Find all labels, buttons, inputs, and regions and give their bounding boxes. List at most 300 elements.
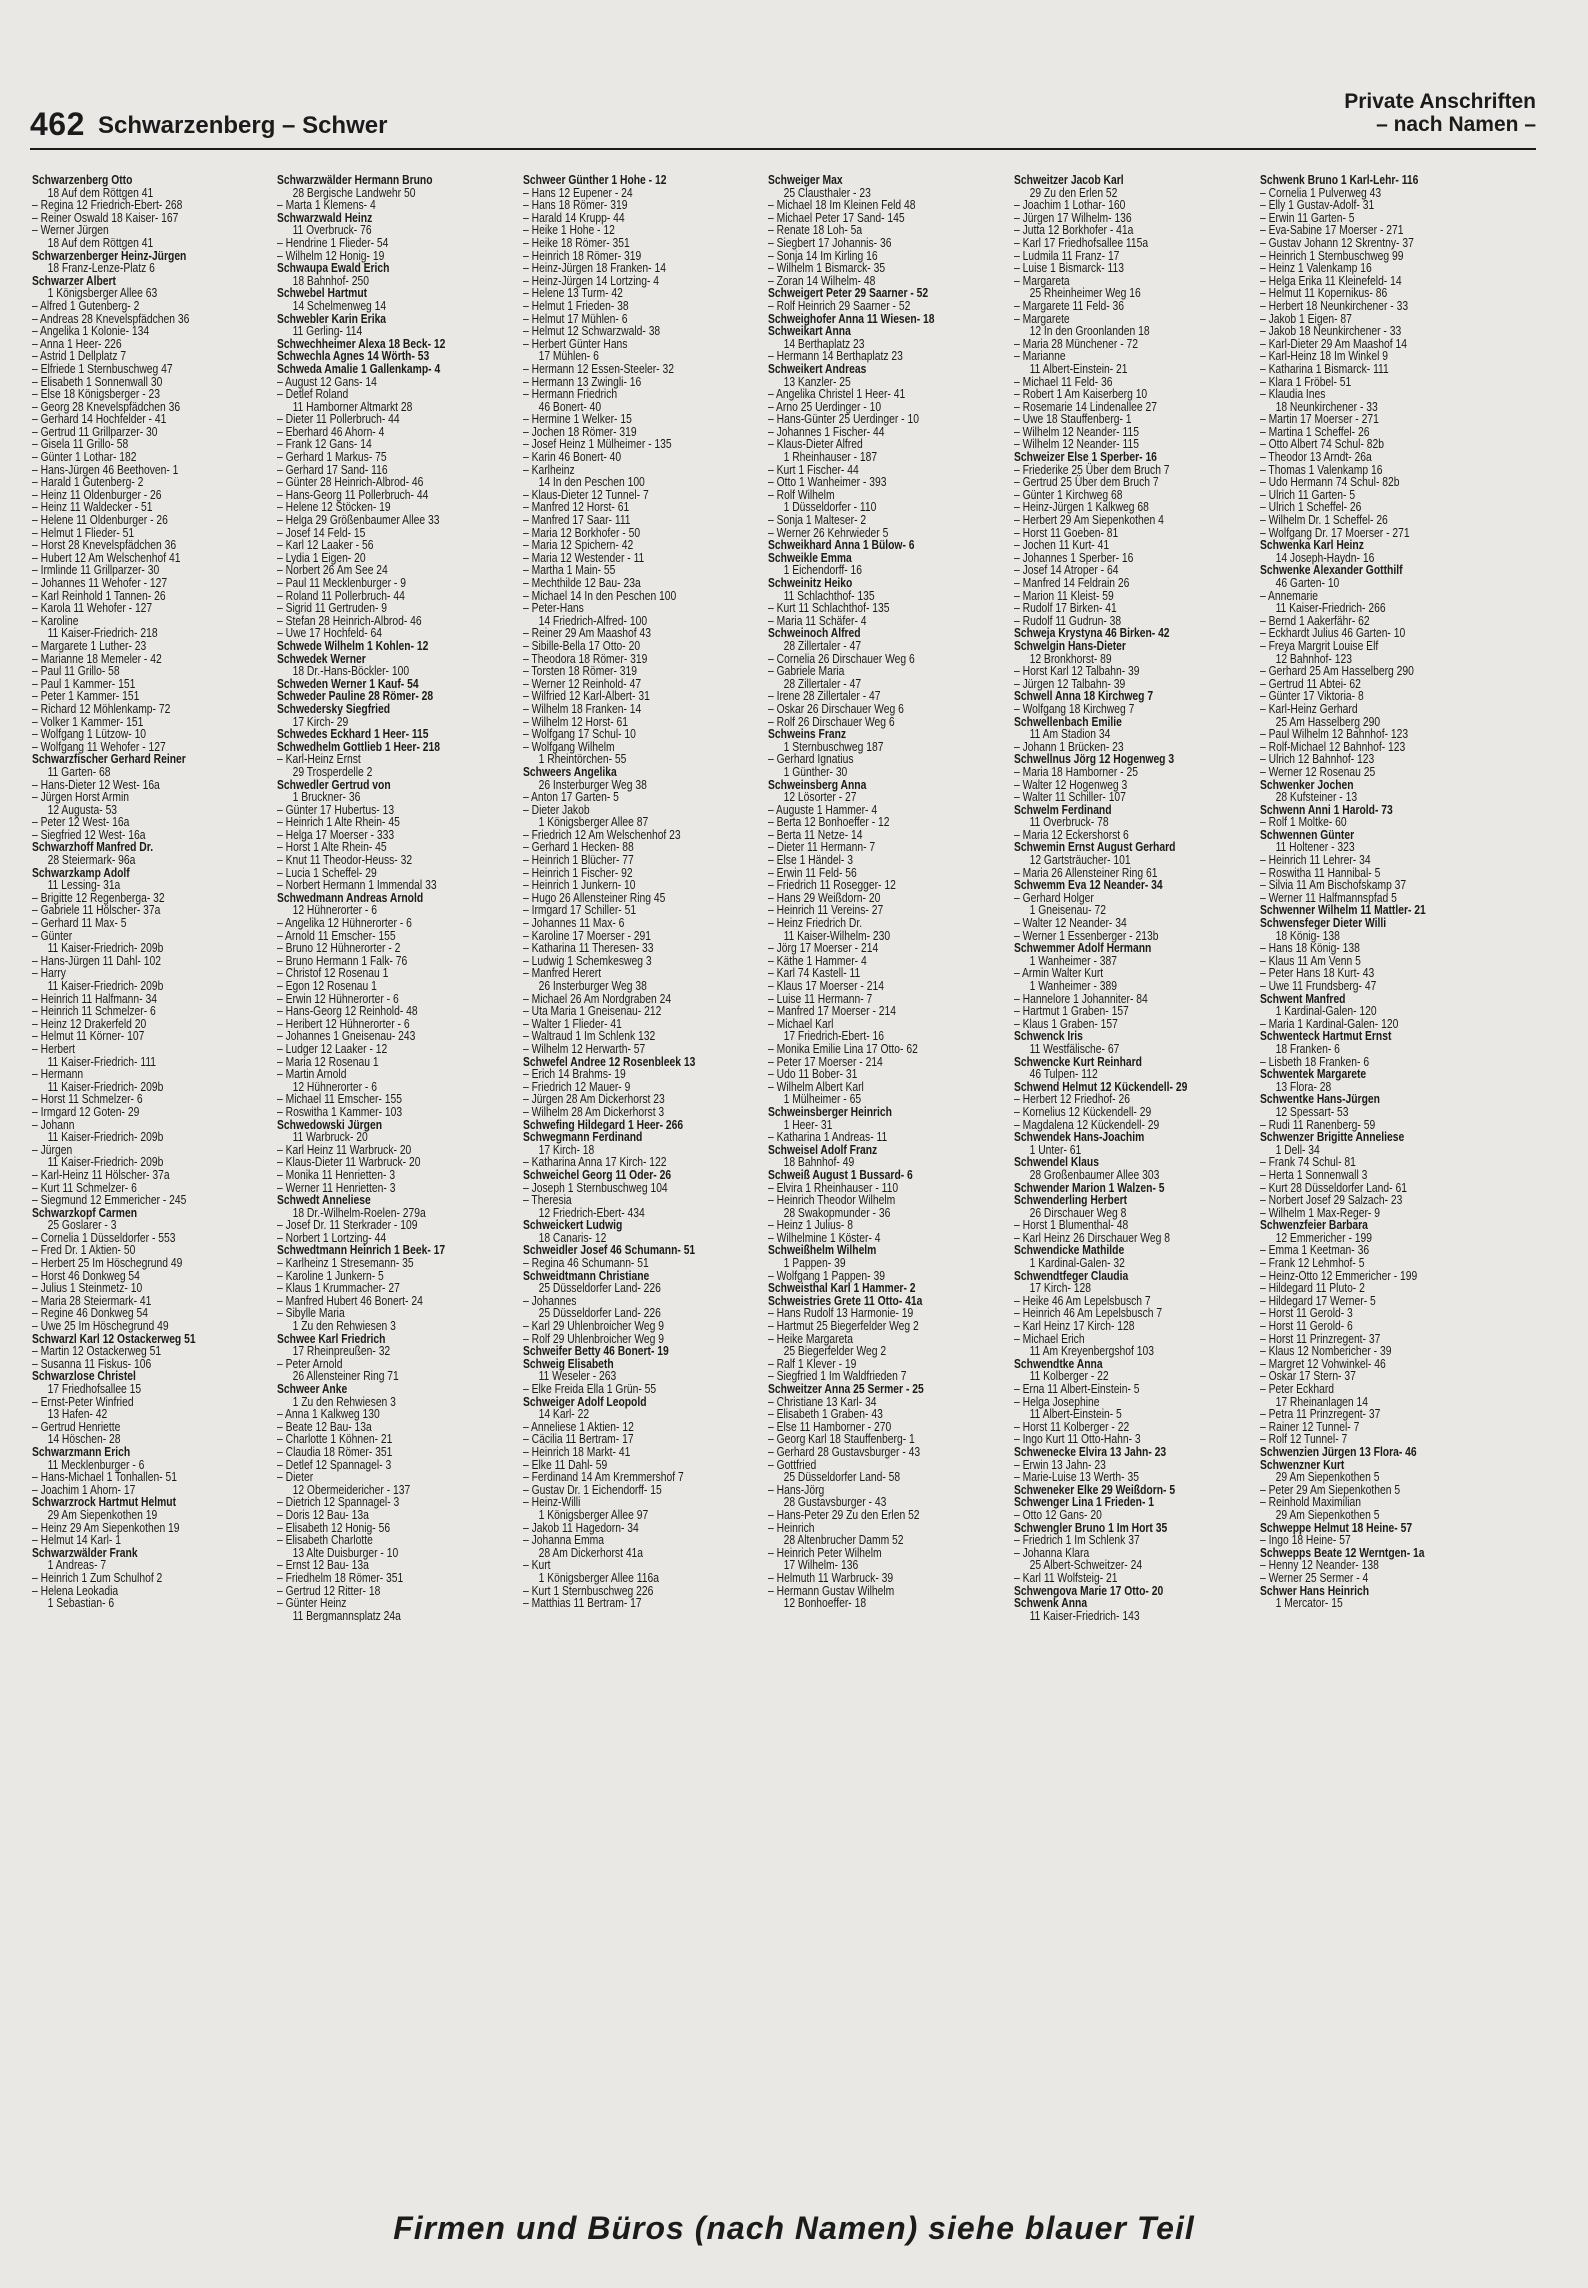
- directory-entry-line: – Hermann: [32, 1067, 84, 1082]
- directory-entry-line: – Wilhelm 1 Bismarck- 35: [768, 261, 886, 276]
- directory-entry-line: – Heike 1 Hohe - 12: [523, 223, 615, 238]
- directory-entry-line: – Brigitte 12 Regenberga- 32: [32, 890, 165, 905]
- directory-entry-line: – Doris 12 Bau- 13a: [277, 1507, 369, 1522]
- directory-entry-line: – Heinrich 1 Sternbuschweg 99: [1260, 248, 1404, 263]
- directory-entry-line: Schwelgin Hans-Dieter: [1014, 638, 1126, 653]
- directory-entry-line: 1 Königsberger Allee 97: [538, 1507, 649, 1522]
- directory-entry-line: – Gertrud Henriette: [32, 1419, 121, 1434]
- directory-entry-line: – Emma 1 Keetman- 36: [1260, 1243, 1370, 1258]
- directory-entry-line: – Knut 11 Theodor-Heuss- 32: [277, 853, 413, 868]
- directory-entry-line: – Katharina 11 Theresen- 33: [523, 941, 654, 956]
- directory-entry-line: Schweer Anke: [277, 1382, 348, 1396]
- directory-entry-line: – Anna 1 Heer- 226: [32, 336, 122, 351]
- directory-entry-line: – Rolf 26 Dirschauer Weg 6: [768, 714, 895, 729]
- directory-entry-line: – Maria 12 Rosenau 1: [277, 1054, 379, 1069]
- directory-entry-line: 28 Am Dickerhorst 41a: [538, 1545, 644, 1560]
- directory-entry-line: 12 Emmericher - 199: [1275, 1230, 1373, 1245]
- directory-entry-line: – Michael 18 Im Kleinen Feld 48: [768, 198, 916, 213]
- directory-entry-line: Schwelm Ferdinand: [1014, 802, 1112, 817]
- directory-entry-line: 11 Garten- 68: [47, 764, 111, 779]
- directory-entry-line: Schweikart Anna: [768, 324, 851, 339]
- directory-entry-line: – Friederike 25 Über dem Bruch 7: [1014, 462, 1170, 477]
- directory-entry-line: – Helmuth 11 Warbruck- 39: [768, 1570, 894, 1585]
- directory-entry-line: 11 Lessing- 31a: [47, 878, 121, 893]
- directory-entry-line: – Maria 18 Hamborner - 25: [1014, 764, 1138, 779]
- directory-entry-line: – Michael Peter 17 Sand- 145: [768, 210, 905, 225]
- directory-entry-line: 46 Tulpen- 112: [1029, 1067, 1098, 1082]
- directory-entry-line: – Dieter 11 Pollerbruch- 44: [277, 412, 400, 427]
- directory-entry-line: 18 Auf dem Röttgen 41: [47, 235, 154, 250]
- directory-entry-line: – Karl-Heinz Ernst: [277, 752, 361, 767]
- directory-entry-line: – Herbert 29 Am Siepenkothen 4: [1014, 513, 1164, 528]
- directory-entry-line: – Henny 12 Neander- 138: [1260, 1558, 1379, 1573]
- directory-entry-line: – Gabriele 11 Hölscher- 37a: [32, 903, 161, 918]
- directory-entry-line: – Peter Hans 18 Kurt- 43: [1260, 966, 1375, 981]
- directory-entry-line: 12 Augusta- 53: [47, 802, 118, 817]
- directory-entry-line: Schwee Karl Friedrich: [277, 1331, 386, 1346]
- directory-entry-line: – Elisabeth Charlotte: [277, 1533, 373, 1548]
- directory-entry-line: – August 12 Gans- 14: [277, 374, 377, 389]
- directory-entry-line: Schwent Manfred: [1260, 991, 1346, 1006]
- directory-entry-line: 18 Dr.-Wilhelm-Roelen- 279a: [292, 1205, 426, 1220]
- directory-entry-line: 12 Gartsträucher- 101: [1029, 853, 1131, 868]
- directory-entry-line: – Ludwig 1 Schemkesweg 3: [523, 953, 652, 968]
- directory-entry-line: – Hans-Jürgen 11 Dahl- 102: [32, 953, 161, 968]
- directory-entry-line: – Helmut 12 Schwarzwald- 38: [523, 324, 661, 339]
- directory-entry-line: – Maria 12 Spichern- 42: [523, 538, 634, 553]
- directory-entry-line: – Walter 12 Hogenweg 3: [1014, 777, 1128, 792]
- directory-entry-line: 11 Schlachthof- 135: [783, 588, 875, 603]
- directory-entry-line: – Anton 17 Garten- 5: [523, 790, 619, 805]
- directory-entry-line: – Karl 29 Uhlenbroicher Weg 9: [523, 1319, 665, 1334]
- directory-entry-line: – Harald 1 Gutenberg- 2: [32, 475, 144, 490]
- directory-entry-line: – Dieter Jakob: [523, 802, 590, 817]
- directory-entry-line: – Ulrich 12 Bahnhof- 123: [1260, 752, 1375, 767]
- directory-entry-line: – Wilhelm 12 Neander- 115: [1014, 424, 1139, 439]
- directory-column: [523, 174, 767, 1610]
- directory-entry-line: 18 Franken- 6: [1275, 1041, 1340, 1056]
- directory-entry-line: – Jakob 1 Eigen- 87: [1260, 311, 1352, 326]
- directory-entry-line: 26 Insterburger Weg 38: [538, 777, 647, 792]
- directory-entry-line: 12 In den Groonlanden 18: [1029, 324, 1150, 339]
- directory-entry-line: Schweidtmann Christiane: [523, 1268, 650, 1283]
- directory-entry-line: 1 Kardinal-Galen- 32: [1029, 1256, 1125, 1271]
- directory-entry-line: – Susanna 11 Fiskus- 106: [32, 1356, 152, 1371]
- directory-entry-line: – Theresia: [523, 1193, 572, 1208]
- directory-entry-line: – Hartmut 1 Graben- 157: [1014, 1004, 1129, 1019]
- directory-entry-line: 1 Sebastian- 6: [47, 1596, 115, 1610]
- directory-entry-line: – Bruno Hermann 1 Falk- 76: [277, 953, 408, 968]
- page-title: Schwarzenberg – Schwer: [98, 112, 388, 139]
- directory-entry-line: – Klaus-Dieter 12 Tunnel- 7: [523, 487, 649, 502]
- directory-entry-line: – Helmut 17 Mühlen- 6: [523, 311, 628, 326]
- directory-entry-line: – Maria 1 Kardinal-Galen- 120: [1260, 1016, 1399, 1031]
- directory-entry-line: 1 Pappen- 39: [783, 1256, 846, 1271]
- directory-entry-line: Schweidler Josef 46 Schumann- 51: [523, 1243, 696, 1258]
- directory-entry-line: – Marion 11 Kleist- 59: [1014, 588, 1114, 603]
- directory-entry-line: 1 Königsberger Allee 116a: [538, 1570, 659, 1585]
- directory-entry-line: – Karl 12 Laaker - 56: [277, 538, 374, 553]
- directory-entry-line: 26 Allensteiner Ring 71: [292, 1369, 399, 1384]
- directory-entry-line: – Heinz 1 Valenkamp 16: [1260, 261, 1372, 276]
- directory-entry-line: – Wilhelm Albert Karl: [768, 1079, 864, 1094]
- directory-entry-line: – Richard 12 Möhlenkamp- 72: [32, 701, 171, 716]
- directory-entry-line: – Uwe 17 Hochfeld- 64: [277, 626, 383, 641]
- directory-entry-line: – Karl 11 Wolfsteig- 21: [1014, 1570, 1118, 1585]
- directory-entry-line: – Maria 28 Steiermark- 41: [32, 1293, 152, 1308]
- directory-entry-line: – Heinz 11 Waldecker - 51: [32, 500, 153, 515]
- directory-entry-line: – Heike Margareta: [768, 1331, 853, 1346]
- directory-entry-line: – Horst 1 Alte Rhein- 45: [277, 840, 387, 855]
- directory-entry-line: – Detlef Roland: [277, 387, 349, 402]
- directory-entry-line: – Heinrich 11 Lehrer- 34: [1260, 853, 1371, 868]
- directory-entry-line: Schwarzenberger Heinz-Jürgen: [32, 248, 187, 263]
- directory-entry-line: – Angelika 1 Kolonie- 134: [32, 324, 150, 339]
- directory-entry-line: – Elisabeth 1 Sonnenwall 30: [32, 374, 163, 389]
- directory-entry-line: Schwengova Marie 17 Otto- 20: [1014, 1583, 1164, 1598]
- directory-entry-line: – Manfred Hubert 46 Bonert- 24: [277, 1293, 423, 1308]
- directory-entry-line: – Gerhard 17 Sand- 116: [277, 462, 388, 477]
- directory-entry-line: – Margareta: [1014, 273, 1070, 288]
- directory-entry-line: – Wilhelmine 1 Köster- 4: [768, 1230, 881, 1245]
- directory-entry-line: – Gerhard 1 Hecken- 88: [523, 840, 634, 855]
- directory-entry-line: – Marie-Luise 13 Werth- 35: [1014, 1470, 1139, 1485]
- directory-entry-line: – Roswitha 11 Hannibal- 5: [1260, 865, 1381, 880]
- directory-entry-line: – Norbert 26 Am See 24: [277, 563, 388, 578]
- directory-entry-line: 14 Joseph-Haydn- 16: [1275, 550, 1375, 565]
- directory-entry-line: – Gerhard Holger: [1014, 890, 1094, 905]
- directory-entry-line: – Herbert Günter Hans: [523, 336, 628, 351]
- directory-entry-line: – Klaus 1 Graben- 157: [1014, 1016, 1118, 1031]
- directory-entry-line: – Luise 1 Bismarck- 113: [1014, 261, 1125, 276]
- directory-entry-line: Schwenn Anni 1 Harold- 73: [1260, 802, 1393, 817]
- directory-entry-line: – Harry: [32, 966, 66, 981]
- directory-entry-line: – Eckhardt Julius 46 Garten- 10: [1260, 626, 1406, 641]
- directory-entry-line: – Johannes 11 Max- 6: [523, 916, 625, 931]
- directory-entry-line: – Frank 12 Lehmhof- 5: [1260, 1256, 1365, 1271]
- directory-entry-line: 28 Zillertaler - 47: [783, 638, 862, 653]
- directory-entry-line: – Hermann Friedrich: [523, 387, 618, 402]
- directory-entry-line: – Margarete: [1014, 311, 1070, 326]
- directory-entry-line: Schwechheimer Alexa 18 Beck- 12: [277, 336, 446, 351]
- directory-entry-line: – Jörg 17 Moerser - 214: [768, 941, 879, 956]
- directory-entry-line: – Bernd 1 Aakerfähr- 62: [1260, 613, 1370, 628]
- directory-entry-line: Schweja Krystyna 46 Birken- 42: [1014, 626, 1170, 641]
- directory-entry-line: 11 Am Kreyenbergshof 103: [1029, 1344, 1154, 1359]
- directory-entry-line: Schwenka Karl Heinz: [1260, 538, 1364, 553]
- directory-entry-line: – Heinrich Peter Wilhelm: [768, 1545, 882, 1560]
- directory-entry-line: – Wilhelm 12 Neander- 115: [1014, 437, 1139, 452]
- directory-entry-line: 17 Rheinpreußen- 32: [292, 1344, 391, 1359]
- directory-entry-line: – Michael 11 Emscher- 155: [277, 1092, 402, 1107]
- directory-entry-line: – Beate 12 Bau- 13a: [277, 1419, 372, 1434]
- directory-entry-line: 18 Dr.-Hans-Böckler- 100: [292, 664, 410, 679]
- directory-entry-line: – Dieter 11 Hermann- 7: [768, 840, 876, 855]
- directory-entry-line: – Heinz 29 Am Siepenkothen 19: [32, 1520, 180, 1535]
- directory-entry-line: Schwencke Kurt Reinhard: [1014, 1054, 1142, 1069]
- directory-entry-line: – Rolf-Michael 12 Bahnhof- 123: [1260, 739, 1406, 754]
- directory-entry-line: – Margarete 1 Luther- 23: [32, 638, 147, 653]
- directory-entry-line: – Gerhard Ignatius: [768, 752, 854, 767]
- directory-entry-line: 17 Rheinanlagen 14: [1275, 1394, 1369, 1409]
- directory-entry-line: 11 Kaiser-Friedrich- 111: [47, 1054, 157, 1069]
- directory-entry-line: – Heike 18 Römer- 351: [523, 235, 630, 250]
- directory-entry-line: – Ralf 1 Klever - 19: [768, 1356, 857, 1371]
- directory-entry-line: – Waltraud 1 Im Schlenk 132: [523, 1029, 656, 1044]
- directory-entry-line: – Zoran 14 Wilhelm- 48: [768, 273, 876, 288]
- directory-entry-line: – Silvia 11 Am Bischofskamp 37: [1260, 878, 1407, 893]
- directory-entry-line: – Werner 11 Henrietten- 3: [277, 1180, 396, 1195]
- directory-entry-line: – Andreas 28 Knevelspfädchen 36: [32, 311, 190, 326]
- directory-entry-line: 28 Swakopmunder - 36: [783, 1205, 891, 1220]
- directory-entry-line: – Katharina 1 Andreas- 11: [768, 1130, 888, 1145]
- directory-entry-line: – Karlheinz: [523, 462, 575, 477]
- directory-entry-line: – Rolf 1 Moltke- 60: [1260, 815, 1347, 830]
- directory-entry-line: – Wolfgang 11 Wehofer - 127: [32, 739, 166, 754]
- directory-entry-line: 1 Kardinal-Galen- 120: [1275, 1004, 1377, 1019]
- directory-entry-line: Schweisel Adolf Franz: [768, 1142, 878, 1157]
- directory-entry-line: – Norbert 1 Lortzing- 44: [277, 1230, 387, 1245]
- directory-entry-line: – Helmut 1 Flieder- 51: [32, 525, 135, 540]
- directory-entry-line: – Hildegard 17 Werner- 5: [1260, 1293, 1376, 1308]
- directory-entry-line: – Siegbert 17 Johannis- 36: [768, 235, 892, 250]
- directory-entry-line: – Katharina 1 Bismarck- 111: [1260, 361, 1389, 376]
- directory-entry-line: – Rudi 11 Ranenberg- 59: [1260, 1117, 1376, 1132]
- directory-entry-line: Schwarzmann Erich: [32, 1444, 131, 1459]
- directory-entry-line: 1 Rheinhauser - 187: [783, 450, 878, 465]
- directory-entry-line: – Arnold 11 Emscher- 155: [277, 928, 396, 943]
- directory-entry-line: 1 Eichendorff- 16: [783, 563, 863, 578]
- directory-entry-line: – Stefan 28 Heinrich-Albrod- 46: [277, 613, 422, 628]
- directory-entry-line: – Wilhelm 12 Horst- 61: [523, 714, 629, 729]
- directory-entry-line: 28 Kufsteiner - 13: [1275, 790, 1358, 805]
- directory-entry-line: – Ingo Kurt 11 Otto-Hahn- 3: [1014, 1432, 1141, 1447]
- directory-entry-line: – Sibille-Bella 17 Otto- 20: [523, 638, 641, 653]
- directory-entry-line: – Jürgen: [32, 1142, 73, 1157]
- directory-entry-line: Schweizer Else 1 Sperber- 16: [1014, 450, 1157, 465]
- directory-entry-line: – Peter 17 Moerser - 214: [768, 1054, 883, 1069]
- directory-entry-line: 11 Warbruck- 20: [292, 1130, 368, 1145]
- directory-entry-line: – Günter 1 Lothar- 182: [32, 450, 137, 465]
- directory-entry-line: 13 Kanzler- 25: [783, 374, 851, 389]
- directory-entry-line: – Cornelia 1 Düsseldorfer - 553: [32, 1230, 176, 1245]
- section-label-line-1: Private Anschriften: [1344, 90, 1536, 113]
- directory-entry-line: – Hartmut 25 Biegerfelder Weg 2: [768, 1319, 919, 1334]
- directory-entry-line: 14 Friedrich-Alfred- 100: [538, 613, 648, 628]
- directory-entry-line: Schweiger Adolf Leopold: [523, 1394, 647, 1409]
- directory-entry-line: 11 Gerling- 114: [292, 324, 363, 339]
- directory-entry-line: 18 Neunkirchener - 33: [1275, 399, 1378, 414]
- directory-entry-line: – Walter 11 Schiller- 107: [1014, 790, 1126, 805]
- directory-entry-line: – Heinz-Otto 12 Emmericher - 199: [1260, 1268, 1418, 1283]
- directory-entry-line: 1 Mülheimer - 65: [783, 1092, 862, 1107]
- directory-entry-line: – Heinz 1 Julius- 8: [768, 1218, 853, 1233]
- directory-entry-line: – Irmlinde 11 Grillparzer- 30: [32, 563, 160, 578]
- directory-entry-line: – Christiane 13 Karl- 34: [768, 1394, 877, 1409]
- directory-entry-line: – Horst 46 Donkweg 54: [32, 1268, 140, 1283]
- section-label-line-2: – nach Namen –: [1376, 113, 1536, 136]
- directory-entry-line: 14 Schelmenweg 14: [292, 298, 387, 313]
- directory-entry-line: – Heike 46 Am Lepelsbusch 7: [1014, 1293, 1151, 1308]
- directory-entry-line: – Martin 17 Moerser - 271: [1260, 412, 1379, 427]
- directory-entry-line: – Erwin 11 Garten- 5: [1260, 210, 1355, 225]
- directory-entry-line: – Kurt 1 Sternbuschweg 226: [523, 1583, 654, 1598]
- directory-entry-line: – Rolf 12 Tunnel- 7: [1260, 1432, 1348, 1447]
- directory-entry-line: – Herta 1 Sonnenwall 3: [1260, 1167, 1368, 1182]
- directory-entry-line: Schweinoch Alfred: [768, 626, 861, 641]
- directory-entry-line: – Klara 1 Fröbel- 51: [1260, 374, 1352, 389]
- directory-entry-line: – Michael Erich: [1014, 1331, 1085, 1346]
- directory-entry-line: – Werner 25 Sermer - 4: [1260, 1570, 1369, 1585]
- directory-entry-line: 1 Königsberger Allee 63: [47, 286, 158, 301]
- directory-entry-line: – Jutta 12 Borkhofer - 41a: [1014, 223, 1134, 238]
- directory-entry-line: – Theodora 18 Römer- 319: [523, 651, 648, 666]
- directory-entry-line: 17 Kirch- 29: [292, 714, 349, 729]
- directory-entry-line: – Heinrich 1 Zum Schulhof 2: [32, 1570, 163, 1585]
- directory-entry-line: Schweers Angelika: [523, 764, 617, 779]
- directory-entry-line: – Jürgen 17 Wilhelm- 136: [1014, 210, 1132, 225]
- directory-entry-line: 25 Clausthaler - 23: [783, 185, 871, 200]
- directory-entry-line: 46 Garten- 10: [1275, 576, 1340, 590]
- directory-entry-line: Schwenteck Hartmut Ernst: [1260, 1029, 1392, 1044]
- directory-entry-line: – Regine 46 Donkweg 54: [32, 1306, 148, 1321]
- directory-entry-line: – Heribert 12 Hühnerorter - 6: [277, 1016, 410, 1031]
- directory-entry-line: – Manfred 17 Saar- 111: [523, 513, 631, 528]
- directory-entry-line: Schwarzrock Hartmut Helmut: [32, 1495, 177, 1510]
- directory-entry-line: 13 Flora- 28: [1275, 1079, 1332, 1094]
- directory-entry-line: 11 Mecklenburger - 6: [47, 1457, 145, 1472]
- directory-entry-line: – Karola 11 Wehofer - 127: [32, 601, 153, 616]
- directory-entry-line: – Josef Heinz 1 Mülheimer - 135: [523, 437, 672, 452]
- directory-entry-line: Schweiß August 1 Bussard- 6: [768, 1167, 913, 1182]
- directory-entry-line: – Hans-Michael 1 Tonhallen- 51: [32, 1470, 178, 1485]
- directory-entry-line: – Joseph 1 Sternbuschweg 104: [523, 1180, 668, 1195]
- directory-entry-line: Schweneker Elke 29 Weißdorn- 5: [1014, 1482, 1176, 1497]
- directory-entry-line: Schwenk Bruno 1 Karl-Lehr- 116: [1260, 174, 1419, 187]
- directory-entry-line: – Peter 1 Kammer- 151: [32, 689, 140, 704]
- directory-entry-line: – Hubert 12 Am Welschenhof 41: [32, 550, 181, 565]
- directory-entry-line: – Heinrich 1 Fischer- 92: [523, 865, 633, 880]
- directory-entry-line: – Johann 1 Brücken- 23: [1014, 739, 1124, 754]
- directory-entry-line: Schweikert Andreas: [768, 361, 867, 376]
- directory-entry-line: Schweistries Grete 11 Otto- 41a: [768, 1293, 923, 1308]
- directory-entry-line: – Kurt 28 Düsseldorfer Land- 61: [1260, 1180, 1407, 1195]
- directory-entry-line: – Ferdinand 14 Am Kremmershof 7: [523, 1470, 684, 1485]
- directory-entry-line: – Gottfried: [768, 1457, 817, 1472]
- directory-entry-line: Schwedler Gertrud von: [277, 777, 391, 792]
- directory-entry-line: – Hildegard 11 Pluto- 2: [1260, 1281, 1365, 1296]
- directory-column: [32, 174, 276, 1610]
- directory-entry-line: – Karoline 1 Junkern- 5: [277, 1268, 384, 1283]
- directory-entry-line: Schweder Pauline 28 Römer- 28: [277, 689, 434, 704]
- directory-entry-line: – Heinrich 46 Am Lepelsbusch 7: [1014, 1306, 1163, 1321]
- directory-entry-line: Schwarzlose Christel: [32, 1369, 136, 1384]
- directory-entry-line: – Otto Albert 74 Schul- 82b: [1260, 437, 1384, 452]
- directory-entry-line: – Cornelia 1 Pulverweg 43: [1260, 185, 1382, 200]
- directory-entry-line: 28 Steiermark- 96a: [47, 853, 136, 868]
- directory-entry-line: Schwentek Margarete: [1260, 1067, 1367, 1082]
- directory-entry-line: – Volker 1 Kammer- 151: [32, 714, 144, 729]
- directory-entry-line: 26 Insterburger Weg 38: [538, 979, 647, 993]
- directory-entry-line: 1 Sternbuschweg 187: [783, 739, 884, 754]
- directory-entry-line: – Sibylle Maria: [277, 1306, 345, 1321]
- directory-entry-line: – Kurt 11 Schlachthof- 135: [768, 601, 890, 616]
- directory-entry-line: – Siegfried 12 West- 16a: [32, 827, 146, 842]
- directory-entry-line: – Magdalena 12 Kückendell- 29: [1014, 1117, 1160, 1132]
- directory-entry-line: 14 Höschen- 28: [47, 1432, 121, 1447]
- directory-entry-line: – Thomas 1 Valenkamp 16: [1260, 462, 1383, 477]
- directory-entry-line: – Gerhard 11 Max- 5: [32, 916, 127, 931]
- directory-entry-line: Schwemm Eva 12 Neander- 34: [1014, 878, 1163, 893]
- directory-entry-line: – Maria 28 Münchener - 72: [1014, 336, 1138, 351]
- directory-entry-line: – Herbert: [32, 1041, 76, 1056]
- directory-entry-line: Schweins Franz: [768, 727, 847, 742]
- directory-entry-line: – Karl-Dieter 29 Am Maashof 14: [1260, 336, 1407, 351]
- directory-entry-line: – Oskar 26 Dirschauer Weg 6: [768, 701, 904, 716]
- directory-entry-line: Schweda Amalie 1 Gallenkamp- 4: [277, 361, 441, 376]
- directory-entry-line: – Heinz-Jürgen 18 Franken- 14: [523, 261, 666, 276]
- directory-entry-line: Schwedhelm Gottlieb 1 Heer- 218: [277, 739, 440, 754]
- directory-entry-line: Schwechla Agnes 14 Wörth- 53: [277, 349, 430, 364]
- directory-entry-line: – Heinz Friedrich Dr.: [768, 916, 863, 931]
- directory-entry-line: Schweinsberg Anna: [768, 777, 867, 792]
- directory-entry-line: 11 Bergmannsplatz 24a: [292, 1608, 401, 1623]
- directory-entry-line: – Kurt 11 Schmelzer- 6: [32, 1180, 137, 1195]
- directory-entry-line: 12 Hühnerorter - 6: [292, 903, 377, 918]
- directory-entry-line: – Wilhelm 28 Am Dickerhorst 3: [523, 1104, 665, 1119]
- directory-entry-line: – Karl 17 Friedhofsallee 115a: [1014, 235, 1149, 250]
- directory-entry-line: Schwenck Iris: [1014, 1029, 1083, 1044]
- directory-entry-line: – Hans 29 Weißdorn- 20: [768, 890, 881, 905]
- directory-entry-line: – Lucia 1 Scheffel- 29: [277, 865, 377, 880]
- directory-entry-line: 1 Zu den Rehwiesen 3: [292, 1394, 396, 1409]
- directory-entry-line: – Wolfgang Dr. 17 Moerser - 271: [1260, 525, 1410, 540]
- directory-entry-line: – Marianne 18 Memeler - 42: [32, 651, 162, 666]
- directory-entry-line: – Siegmund 12 Emmericher - 245: [32, 1193, 187, 1208]
- directory-entry-line: – Heinrich 1 Junkern- 10: [523, 878, 636, 893]
- directory-entry-line: – Claudia 18 Römer- 351: [277, 1444, 393, 1459]
- directory-entry-line: 11 Kaiser-Friedrich- 209b: [47, 941, 164, 956]
- directory-entry-line: – Hermann Gustav Wilhelm: [768, 1583, 895, 1598]
- directory-entry-line: 18 Auf dem Röttgen 41: [47, 185, 154, 200]
- directory-entry-line: Schweisthal Karl 1 Hammer- 2: [768, 1281, 916, 1296]
- directory-entry-line: Schwedowski Jürgen: [277, 1117, 383, 1132]
- page-header: [30, 88, 1536, 148]
- directory-entry-line: – Erwin 11 Feld- 56: [768, 865, 857, 880]
- directory-entry-line: – Gertrud 25 Über dem Bruch 7: [1014, 475, 1159, 490]
- directory-entry-line: – Kurt 1 Fischer- 44: [768, 462, 859, 477]
- directory-entry-line: – Regina 12 Friedrich-Ebert- 268: [32, 198, 183, 213]
- directory-entry-line: – Gabriele Maria: [768, 664, 845, 679]
- directory-entry-line: – Horst 11 Goeben- 81: [1014, 525, 1119, 540]
- directory-entry-line: – Wolfgang 1 Pappen- 39: [768, 1268, 885, 1283]
- directory-entry-line: – Helene 11 Oldenburger - 26: [32, 513, 168, 528]
- directory-entry-line: Schweitzer Anna 25 Sermer - 25: [768, 1382, 924, 1396]
- directory-entry-line: – Norbert Hermann 1 Immendal 33: [277, 878, 437, 893]
- directory-entry-line: – Udo 11 Bober- 31: [768, 1067, 858, 1082]
- directory-entry-line: – Peter 12 West- 16a: [32, 815, 130, 830]
- directory-entry-line: – Wilhelm 12 Honig- 19: [277, 248, 385, 263]
- directory-entry-line: – Paul 11 Grillo- 58: [32, 664, 120, 679]
- directory-entry-line: – Rolf Heinrich 29 Saarner - 52: [768, 298, 911, 313]
- directory-entry-line: – Reinhold Maximilian: [1260, 1495, 1362, 1510]
- directory-entry-line: – Helena Leokadia: [32, 1583, 119, 1598]
- directory-entry-line: Schwenzner Kurt: [1260, 1457, 1345, 1472]
- directory-entry-line: Schwarzwälder Frank: [32, 1545, 138, 1560]
- directory-entry-line: – Anneliese 1 Aktien- 12: [523, 1419, 634, 1434]
- directory-entry-line: Schweickert Ludwig: [523, 1218, 623, 1233]
- footer-note: Firmen und Büros (nach Namen) siehe blauer Teil: [393, 2210, 1195, 2246]
